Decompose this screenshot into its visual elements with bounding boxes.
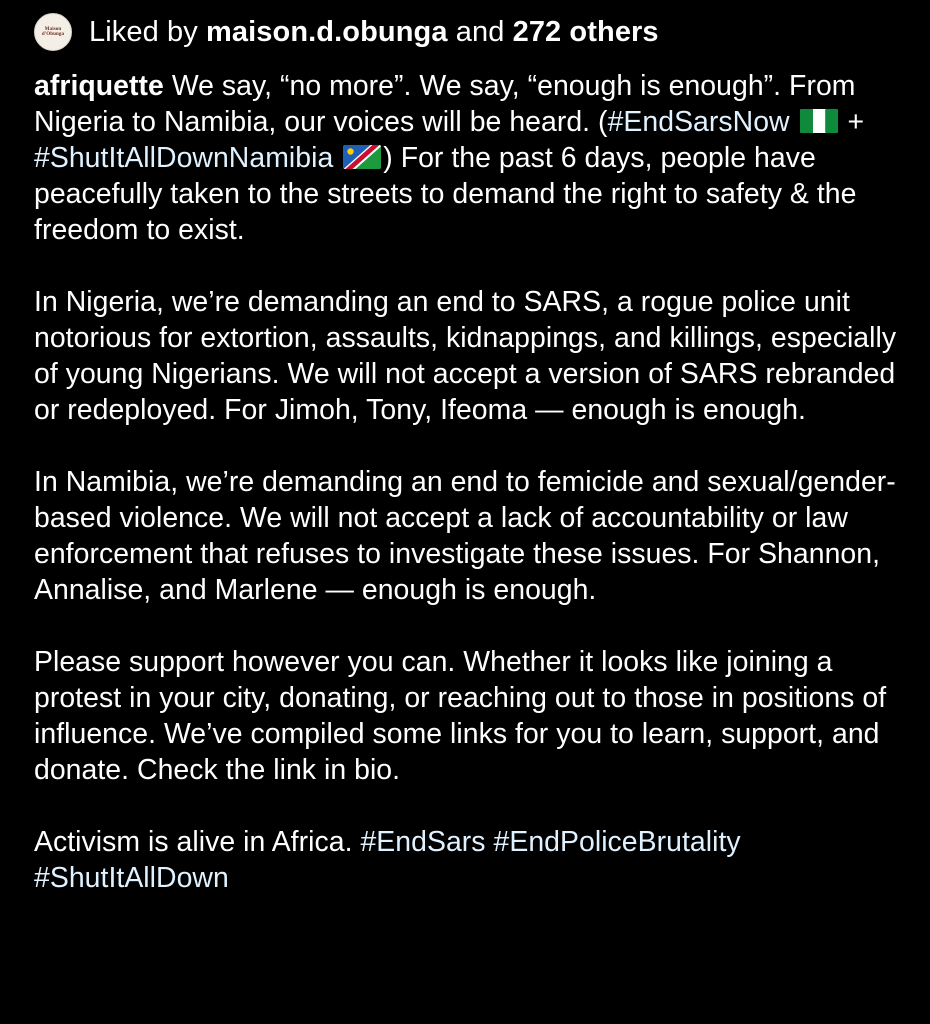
hashtag-link[interactable]: #EndSarsNow xyxy=(607,106,790,138)
caption-text: + xyxy=(839,106,865,138)
author-username-link[interactable]: afriquette xyxy=(34,70,164,102)
namibia-flag-icon xyxy=(343,145,381,169)
hashtag-link[interactable]: #ShutItAllDown xyxy=(34,862,229,894)
caption-paragraph-3: In Namibia, we’re demanding an end to femicide and sexual/gender-based violence. We will not accept a lack of accountability or law enforcement that refuses to investigate these issues. For Shannon, Annalise, and Marlene — enough is enough. xyxy=(34,466,896,606)
avatar-text-line2: d'Obunga xyxy=(41,32,65,37)
others-likes-link[interactable]: 272 others xyxy=(512,15,659,48)
caption-paragraph-4: Please support however you can. Whether it looks like joining a protest in your city, donating, or reaching out to those in positions of influence. We’ve compiled some links for you to learn, support, and donate. Check the link in bio. xyxy=(34,646,887,786)
nigeria-flag-icon xyxy=(800,109,838,133)
caption-text: Activism is alive in Africa. xyxy=(34,826,353,858)
likes-connector: and xyxy=(455,15,505,48)
caption-paragraph-1 xyxy=(34,68,914,248)
caption-paragraph-5 xyxy=(34,824,914,896)
caption-paragraph-2: In Nigeria, we’re demanding an end to SARS, a rogue police unit notorious for extortion, assaults, kidnappings, and killings, especially of young Nigerians. We will not accept a version of SARS rebranded or redeployed. For Jimoh, Tony, Ifeoma — enough is enough. xyxy=(34,286,897,426)
caption-text: ) For the past 6 days, people have peacefully taken to the streets to demand the right to safety & the freedom to exist. xyxy=(34,142,857,246)
liked-by-user-link[interactable]: maison.d.obunga xyxy=(206,15,448,48)
hashtag-link[interactable]: #ShutItAllDownNamibia xyxy=(34,142,334,174)
likes-prefix: Liked by xyxy=(89,15,198,48)
likes-row[interactable] xyxy=(34,10,659,54)
hashtag-link[interactable]: #EndPoliceBrutality xyxy=(493,826,741,858)
post-caption xyxy=(34,68,914,896)
caption-text: We say, “no more”. We say, “enough is enough”. From Nigeria to Namibia, our voices will be heard. ( xyxy=(34,70,856,138)
hashtag-link[interactable]: #EndSars xyxy=(360,826,486,858)
avatar-text-line1: Maison xyxy=(44,27,62,32)
avatar[interactable] xyxy=(34,13,72,51)
